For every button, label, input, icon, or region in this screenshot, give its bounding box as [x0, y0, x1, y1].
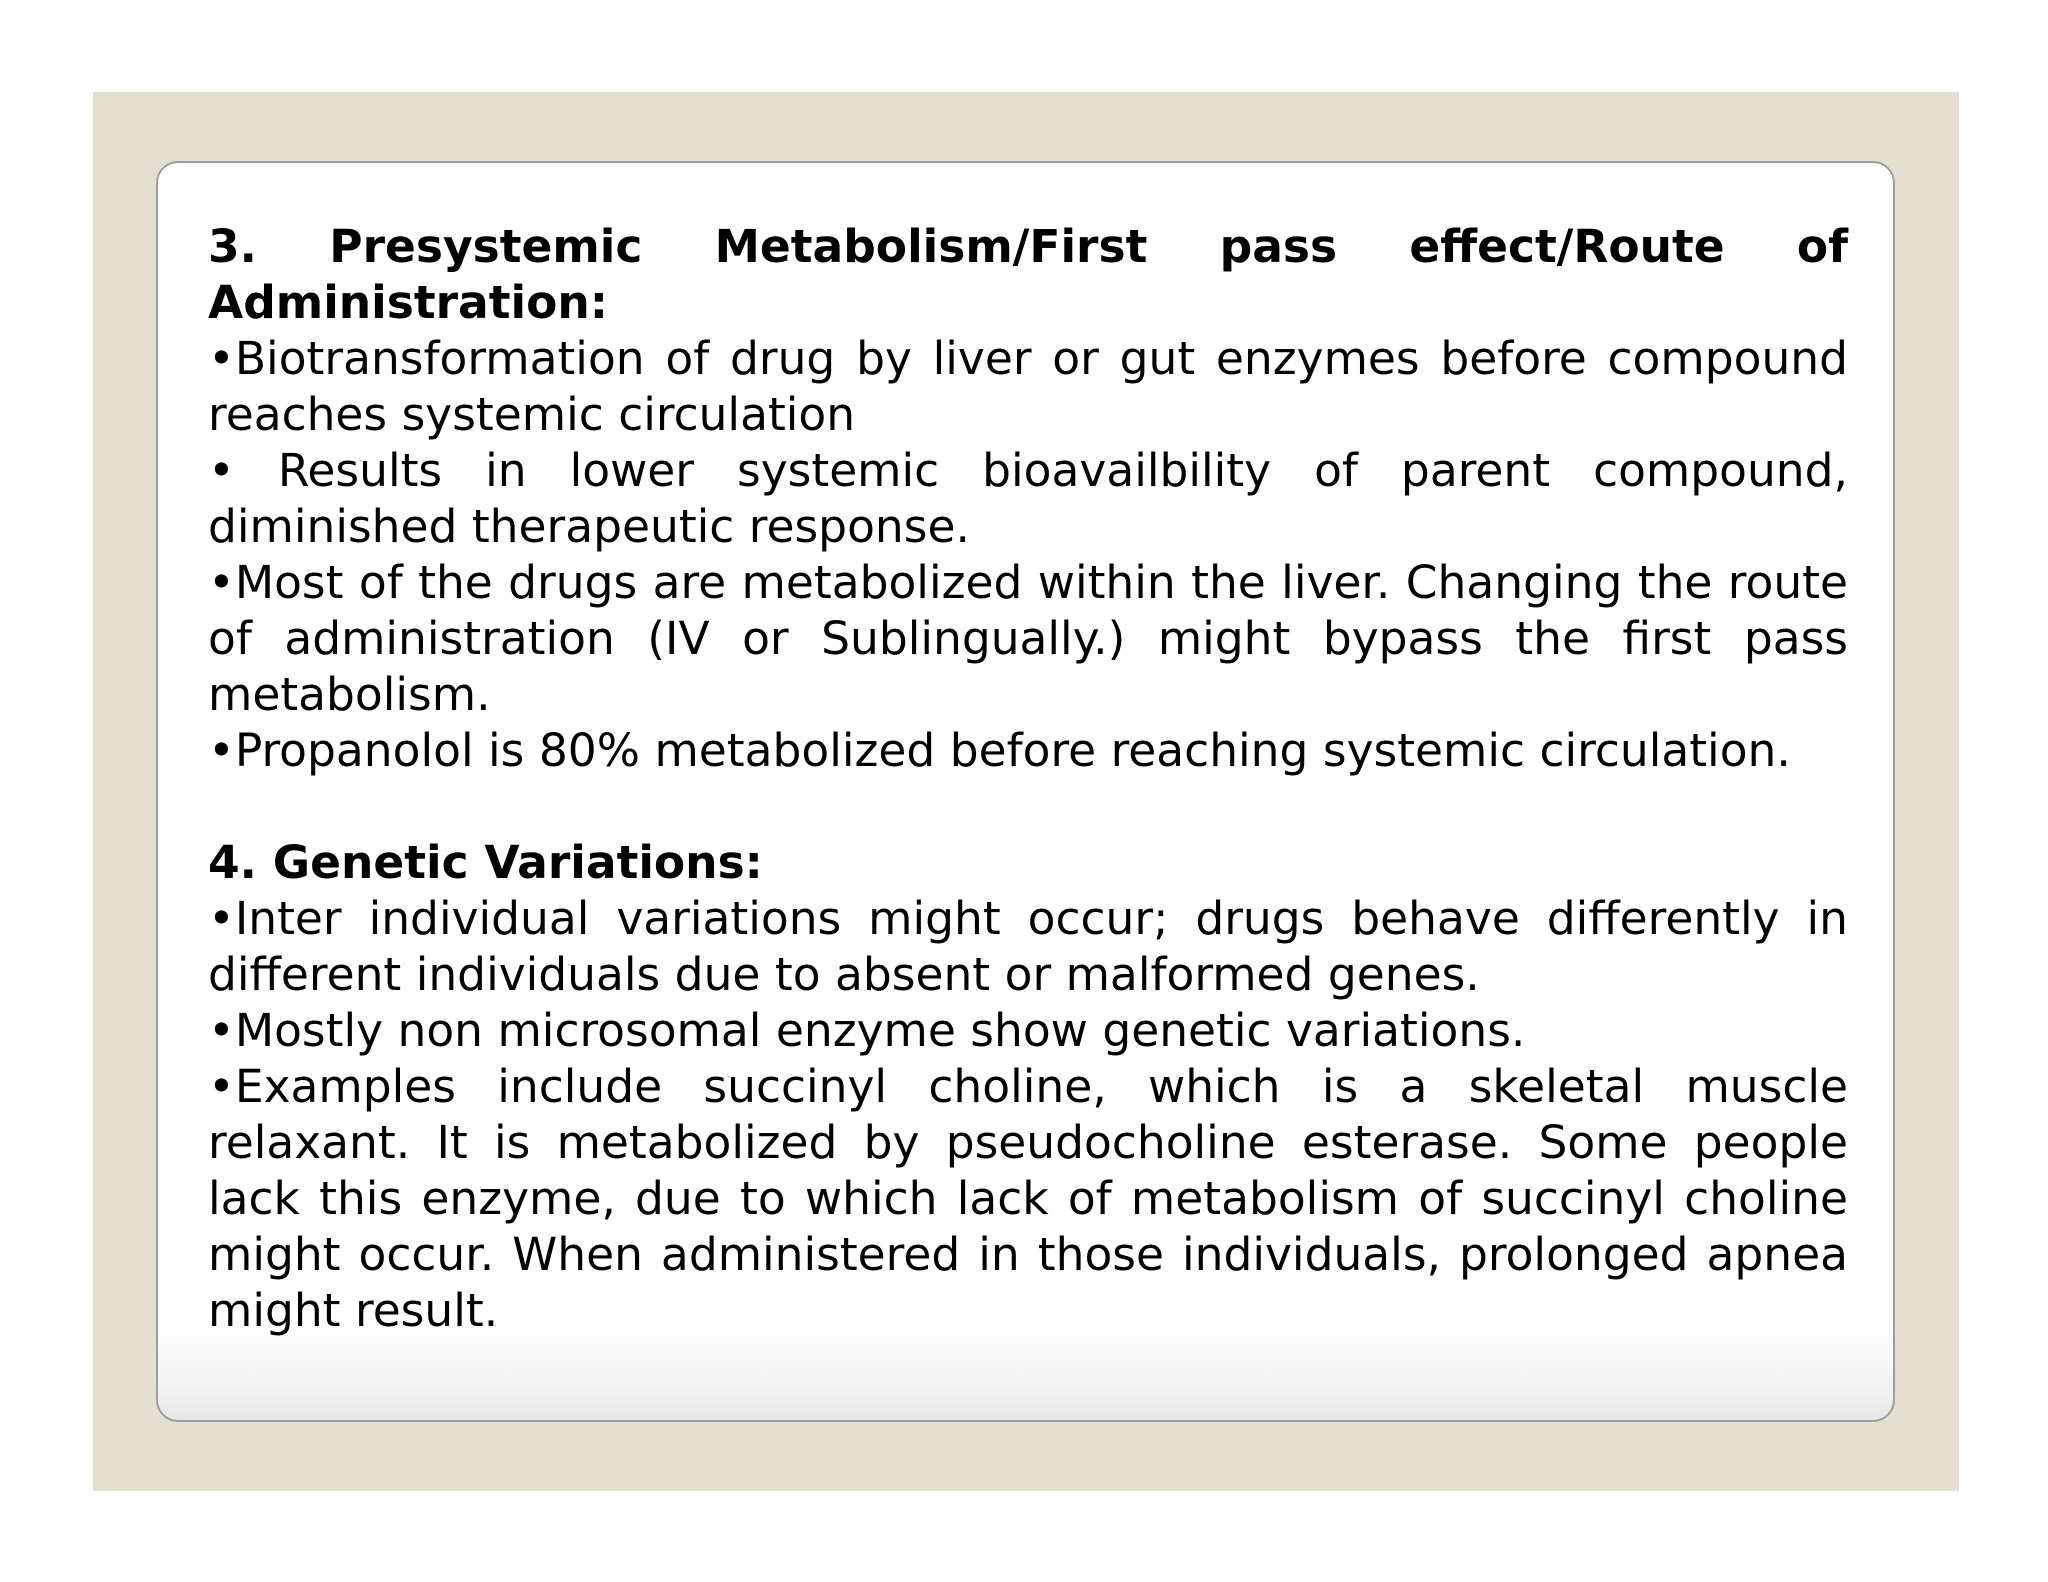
slide-content	[208, 219, 1848, 1339]
bullet-non-microsomal: •Mostly non microsomal enzyme show genetic variations.	[208, 1004, 1526, 1057]
bullet-route-of-administration: •Most of the drugs are metabolized within the liver. Changing the route of administration (IV or Sublingually.) might bypass the first pass metabolism.	[208, 556, 1848, 721]
section-heading-genetic-variations: 4. Genetic Variations:	[208, 836, 763, 889]
content-card	[156, 161, 1895, 1422]
slide-background	[93, 92, 1959, 1491]
bullet-succinyl-choline: •Examples include succinyl choline, which is a skeletal muscle relaxant. It is metabolized by pseudocholine esterase. Some people lack this enzyme, due to which lack of metabolism of succinyl choline might occur. When administered in those individuals, prolonged apnea might result.	[208, 1060, 1848, 1337]
section-spacer	[208, 779, 1848, 835]
bullet-lower-bioavailability: • Results in lower systemic bioavailbility of parent compound, diminished therapeutic response.	[208, 444, 1848, 553]
bullet-biotransformation: •Biotransformation of drug by liver or gut enzymes before compound reaches systemic circulation	[208, 332, 1848, 441]
bullet-inter-individual: •Inter individual variations might occur; drugs behave differently in different individuals due to absent or malformed genes.	[208, 892, 1848, 1001]
bullet-propanolol: •Propanolol is 80% metabolized before reaching systemic circulation.	[208, 724, 1791, 777]
section-heading-first-pass: 3. Presystemic Metabolism/First pass effect/Route of Administration:	[208, 220, 1848, 329]
